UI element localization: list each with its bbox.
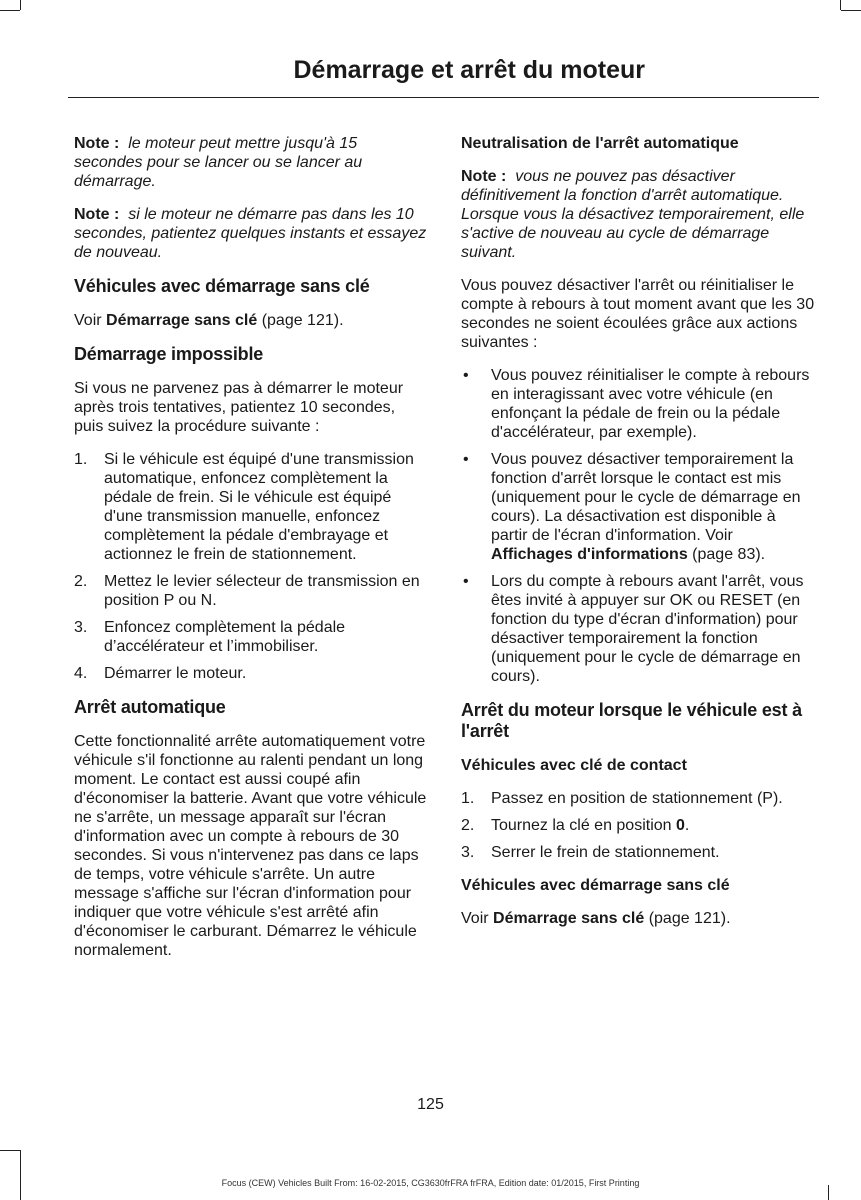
note-text: le moteur peut mettre jusqu'à 15 secondes pour se lancer ou se lancer au démarrage.: [74, 135, 363, 190]
heading-engine-stop-stationary: Arrêt du moteur lorsque le véhicule est à l'arrêt: [461, 700, 802, 741]
note-text: si le moteur ne démarre pas dans les 10 secondes, patientez quelques instants et essayez de nouveau.: [74, 206, 427, 261]
heading-auto-stop: Arrêt automatique: [74, 697, 226, 717]
list-item: [74, 450, 428, 564]
list-item: [461, 572, 815, 686]
step-number: 3.: [74, 619, 88, 636]
step-text: Mettez le levier sélecteur de transmission en position P ou N.: [104, 573, 420, 609]
step-number: 3.: [461, 844, 475, 861]
crop-mark: [840, 0, 841, 10]
start-impossible-steps: [74, 450, 428, 683]
note-3: [461, 167, 815, 262]
heading-key-vehicles: Véhicules avec clé de contact: [461, 757, 687, 774]
page-ref: (page 121).: [261, 312, 344, 329]
step-text: Si le véhicule est équipé d'une transmission automatique, enfoncez complètement la pédale de frein. Si le véhicule est équipé d'une transmission manuelle, enfoncez complètement la pédale d'embrayage et actionnez le frein de stationnement.: [104, 451, 414, 563]
step-number: 2.: [74, 573, 88, 590]
keyless-link[interactable]: Démarrage sans clé: [493, 910, 645, 927]
bullet-text: Vous pouvez désactiver temporairement la fonction d'arrêt lorsque le contact est mis (uniquement pour le cycle de démarrage en cours). La désactivation est disponible à partir de l'écran d'information. Voir: [491, 451, 801, 544]
note-1: [74, 134, 428, 191]
info-display-link[interactable]: Affichages d'informations: [491, 546, 688, 563]
crop-mark: [20, 0, 21, 10]
heading-keyless-vehicles: Véhicules avec démarrage sans clé: [461, 877, 730, 894]
neutralization-intro: Vous pouvez désactiver l'arrêt ou réinitialiser le compte à rebours à tout moment avant que les 30 secondes ne soient écoulées grâce aux actions suivantes :: [461, 277, 815, 351]
list-item: [461, 789, 815, 808]
step-text-end: .: [684, 817, 690, 834]
bullet-marker: •: [463, 451, 469, 468]
step-text: Démarrer le moteur.: [104, 665, 247, 682]
auto-stop-text: Cette fonctionnalité arrête automatiquement votre véhicule s'il fonctionne au ralenti pendant un long moment. Le contact est aussi coupé afin d'économiser la batterie. Avant que votre véhicule ne s'arrête, un message apparaît sur l'écran d'information avec un compte à rebours de 30 secondes. Si vous n'intervenez pas dans ce laps de temps, votre véhicule s'arrête. Un autre message s'affiche sur l'écran d'information pour indiquer que votre véhicule s'est arrêté afin d'économiser le carburant. Démarrez le véhicule normalement.: [74, 733, 427, 959]
list-item: [461, 450, 815, 564]
engine-stop-steps: [461, 789, 815, 862]
step-number: 1.: [74, 451, 88, 468]
step-text: Serrer le frein de stationnement.: [491, 844, 720, 861]
bullet-text: Lors du compte à rebours avant l'arrêt, vous êtes invité à appuyer sur OK ou RESET (en fonction du type d'écran d'information) pour désactiver temporairement la fonction (uniquement pour le cycle de démarrage en cours).: [491, 573, 804, 685]
note-label: Note :: [74, 206, 120, 223]
step-text: Tournez la clé en position: [491, 817, 676, 834]
list-item: [461, 843, 815, 862]
header-rule: [68, 97, 819, 98]
list-item: [461, 366, 815, 442]
keyless-reference: [74, 311, 428, 330]
list-item: [74, 664, 428, 683]
page-title: Démarrage et arrêt du moteur: [293, 56, 645, 84]
note-2: [74, 205, 428, 262]
heading-start-impossible: Démarrage impossible: [74, 344, 264, 364]
page-number: 125: [417, 1096, 444, 1113]
footer-text: Focus (CEW) Vehicles Built From: 16-02-2015, CG3630frFRA frFRA, Edition date: 01/2015, First Printing: [221, 1178, 640, 1188]
keyless-link[interactable]: Démarrage sans clé: [106, 312, 258, 329]
list-item: [74, 572, 428, 610]
bullet-marker: •: [463, 573, 469, 590]
note-text: vous ne pouvez pas désactiver définitivement la fonction d'arrêt automatique. Lorsque vous la désactivez temporairement, elle s'active de nouveau au cycle de démarrage suivant.: [461, 168, 805, 261]
heading-neutralization: Neutralisation de l'arrêt automatique: [461, 135, 739, 152]
heading-keyless: Véhicules avec démarrage sans clé: [74, 276, 370, 296]
bullet-text: Vous pouvez réinitialiser le compte à rebours en interagissant avec votre véhicule (en enfonçant la pédale de frein ou la pédale d'accélérateur, par exemple).: [491, 367, 810, 441]
step-text: Enfoncez complètement la pédale d’accélérateur et l’immobiliser.: [104, 619, 346, 655]
list-item: [74, 618, 428, 656]
step-text: Passez en position de stationnement (P).: [491, 790, 783, 807]
crop-mark: [841, 10, 861, 11]
crop-mark: [20, 1150, 21, 1200]
note-label: Note :: [74, 135, 120, 152]
page-ref: (page 121).: [648, 910, 731, 927]
page-ref: (page 83).: [692, 546, 766, 563]
key-position: 0: [676, 817, 685, 834]
start-impossible-intro: Si vous ne parvenez pas à démarrer le moteur après trois tentatives, patientez 10 secondes, puis suivez la procédure suivante :: [74, 380, 404, 435]
left-column: [74, 134, 428, 974]
step-number: 4.: [74, 665, 88, 682]
step-number: 2.: [461, 817, 475, 834]
neutralization-bullets: [461, 366, 815, 686]
right-column: [461, 134, 815, 942]
voir-text: Voir: [74, 312, 102, 329]
bullet-marker: •: [463, 367, 469, 384]
list-item: [461, 816, 815, 835]
note-label: Note :: [461, 168, 507, 185]
keyless-reference-2: [461, 909, 815, 928]
crop-mark: [0, 10, 20, 11]
crop-mark: [0, 1150, 20, 1151]
voir-text: Voir: [461, 910, 489, 927]
step-number: 1.: [461, 790, 475, 807]
